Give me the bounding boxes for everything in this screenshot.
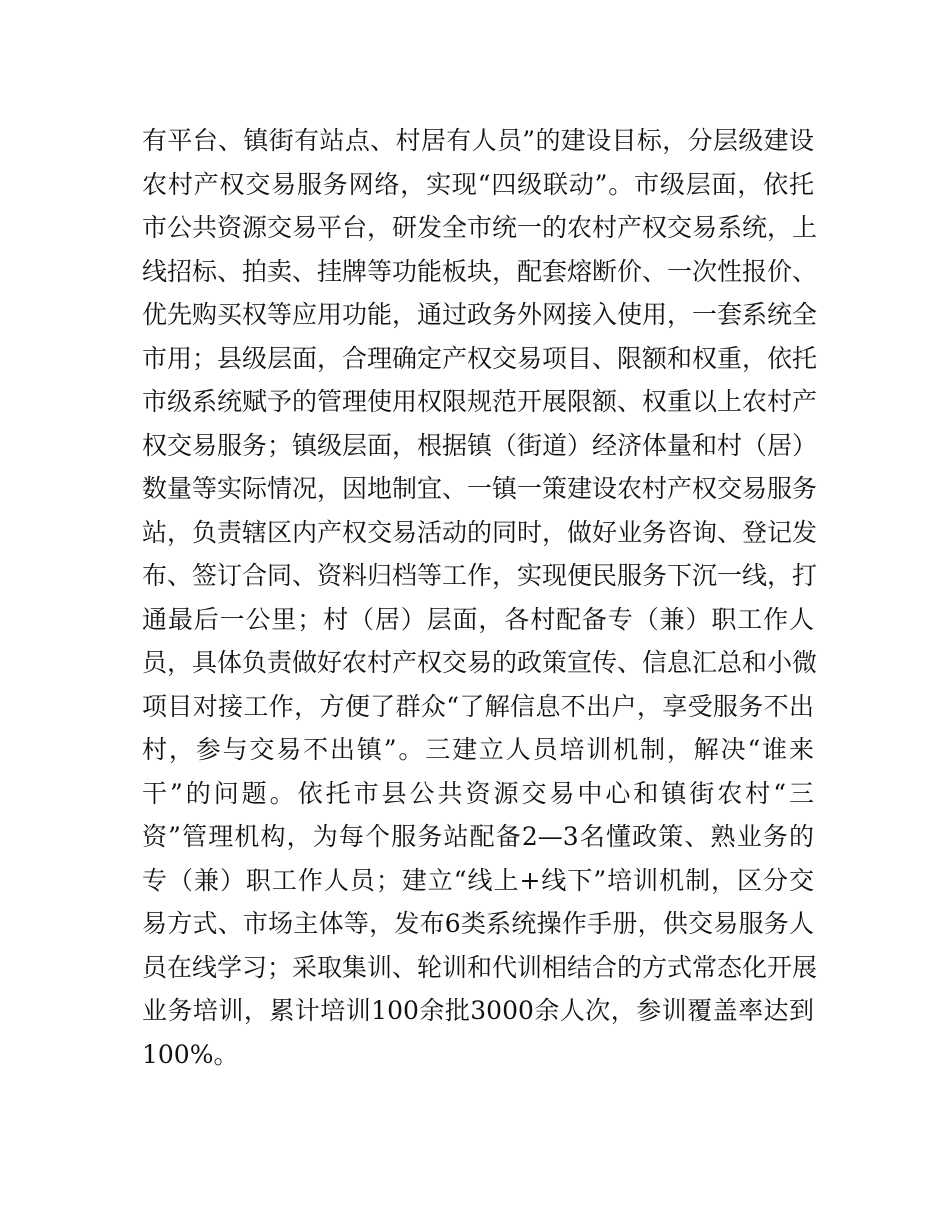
paragraph-line-16: 干”的问题。依托市县公共资源交易中心和镇街农村“三 (142, 778, 814, 808)
paragraph-line-17: 资”管理机构，为每个服务站配备2—3名懂政策、熟业务的 (142, 822, 814, 851)
paragraph-line-9: 数量等实际情况，因地制宜、一镇一策建设农村产权交易服务 (142, 474, 818, 503)
paragraph-line-18: 专（兼）职工作人员；建立“线上+线下”培训机制，区分交 (142, 865, 814, 895)
paragraph-line-8: 权交易服务；镇级层面，根据镇（街道）经济体量和村（居） (142, 430, 818, 460)
paragraph-line-21: 业务培训，累计培训100余批3000余人次，参训覆盖率达到 (142, 996, 814, 1025)
paragraph-line-12: 通最后一公里；村（居）层面，各村配备专（兼）职工作人 (142, 604, 814, 634)
paragraph-line-22: 100%。 (142, 1039, 239, 1069)
paragraph-line-13: 员，具体负责做好农村产权交易的政策宣传、信息汇总和小微 (142, 648, 818, 677)
paragraph-line-7: 市级系统赋予的管理使用权限规范开展限额、权重以上农村产 (142, 387, 818, 416)
paragraph-line-6: 市用；县级层面，合理确定产权交易项目、限额和权重，依托 (142, 343, 818, 373)
paragraph-line-11: 布、签订合同、资料归档等工作，实现便民服务下沉一线，打 (142, 561, 818, 590)
paragraph-line-19: 易方式、市场主体等，发布6类系统操作手册，供交易服务人 (142, 909, 814, 938)
paragraph-line-10: 站，负责辖区内产权交易活动的同时，做好业务咨询、登记发 (142, 517, 818, 547)
paragraph-line-20: 员在线学习；采取集训、轮训和代训相结合的方式常态化开展 (142, 952, 818, 982)
paragraph-line-4: 线招标、拍卖、挂牌等功能板块，配套熔断价、一次性报价、 (142, 256, 818, 286)
paragraph-line-1: 有平台、镇街有站点、村居有人员”的建设目标，分层级建设 (142, 126, 814, 155)
paragraph-line-5: 优先购买权等应用功能，通过政务外网接入使用，一套系统全 (142, 300, 818, 329)
body-paragraph (142, 119, 818, 1076)
paragraph-line-2: 农村产权交易服务网络，实现“四级联动”。市级层面，依托 (142, 169, 814, 199)
paragraph-line-15: 村，参与交易不出镇”。三建立人员培训机制，解决“谁来 (142, 735, 814, 764)
paragraph-line-14: 项目对接工作，方便了群众“了解信息不出户，享受服务不出 (142, 691, 814, 721)
paragraph-line-3: 市公共资源交易平台，研发全市统一的农村产权交易系统，上 (142, 213, 818, 242)
